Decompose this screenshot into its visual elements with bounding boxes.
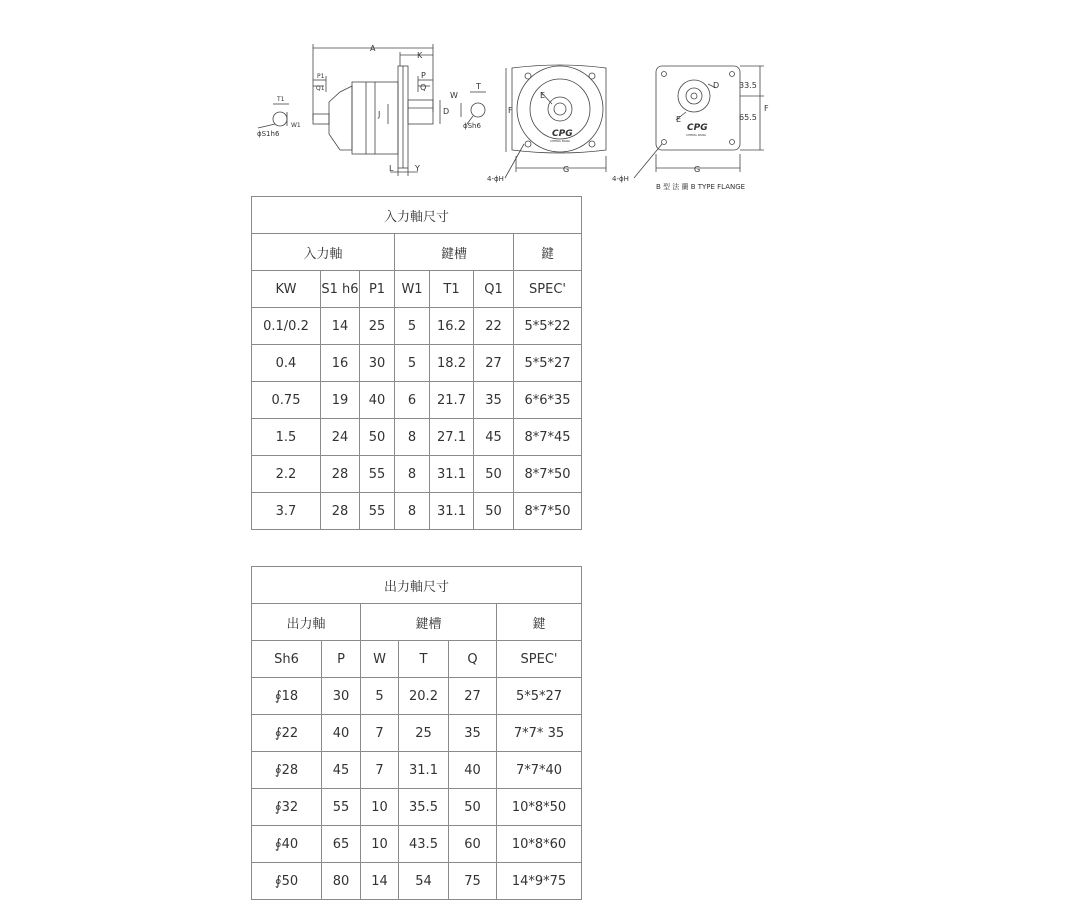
column-header-row bbox=[252, 641, 582, 678]
table-cell: 7 bbox=[361, 715, 399, 752]
table-cell: 20.2 bbox=[399, 678, 449, 715]
table-cell: 50 bbox=[449, 789, 497, 826]
table-cell: 5*5*22 bbox=[514, 308, 582, 345]
table-cell: 25 bbox=[399, 715, 449, 752]
table-cell: 3.7 bbox=[252, 493, 321, 530]
table-row bbox=[252, 456, 582, 493]
table-cell: 19 bbox=[321, 382, 360, 419]
flange-dim-e-label: E bbox=[676, 115, 682, 124]
table-cell: 55 bbox=[322, 789, 361, 826]
front-dim-e-label: E bbox=[540, 91, 546, 100]
table-cell: 55 bbox=[360, 493, 395, 530]
table-cell: 28 bbox=[321, 456, 360, 493]
group-header: 出力軸 bbox=[252, 604, 361, 641]
table-cell: 27 bbox=[474, 345, 514, 382]
table-cell: ∮18 bbox=[252, 678, 322, 715]
table-cell: 24 bbox=[321, 419, 360, 456]
table-cell: 6 bbox=[395, 382, 430, 419]
table-title: 出力軸尺寸 bbox=[252, 567, 582, 604]
flange-dim-f-label: F bbox=[764, 104, 769, 113]
column-header: SPEC' bbox=[497, 641, 582, 678]
table-cell: 16 bbox=[321, 345, 360, 382]
table-cell: 27 bbox=[449, 678, 497, 715]
table-row bbox=[252, 752, 582, 789]
table-row bbox=[252, 678, 582, 715]
table-cell: 55 bbox=[360, 456, 395, 493]
group-header-row bbox=[252, 234, 582, 271]
table-cell: 14*9*75 bbox=[497, 863, 582, 900]
table-cell: 8 bbox=[395, 493, 430, 530]
column-header: S1 h6 bbox=[321, 271, 360, 308]
table-cell: 5 bbox=[395, 345, 430, 382]
table-row bbox=[252, 419, 582, 456]
table-cell: 7*7* 35 bbox=[497, 715, 582, 752]
front-dim-h-label: 4-ϕH bbox=[487, 175, 504, 183]
column-header: P1 bbox=[360, 271, 395, 308]
table-cell: 14 bbox=[361, 863, 399, 900]
table-cell: 31.1 bbox=[430, 493, 474, 530]
flange-logo: CPG bbox=[687, 123, 708, 133]
dim-k-label: K bbox=[417, 51, 423, 60]
flange-dim-g-label: G bbox=[694, 165, 701, 174]
table-title-row bbox=[252, 197, 582, 234]
table-cell: 5 bbox=[395, 308, 430, 345]
table-cell: ∮50 bbox=[252, 863, 322, 900]
table-cell: 5 bbox=[361, 678, 399, 715]
table-cell: 8 bbox=[395, 419, 430, 456]
table-cell: 28 bbox=[321, 493, 360, 530]
dim-j-label: J bbox=[378, 110, 381, 119]
table-cell: ∮32 bbox=[252, 789, 322, 826]
table-title: 入力軸尺寸 bbox=[252, 197, 582, 234]
dim-y-label: Y bbox=[415, 164, 420, 173]
dim-d-label: D bbox=[443, 107, 450, 116]
table-cell: 30 bbox=[360, 345, 395, 382]
table-cell: 6*6*35 bbox=[514, 382, 582, 419]
table-cell: 22 bbox=[474, 308, 514, 345]
dim-w-label: W bbox=[450, 91, 458, 100]
table-cell: 80 bbox=[322, 863, 361, 900]
dim-s1-label: ϕS1h6 bbox=[257, 130, 280, 138]
table-cell: 25 bbox=[360, 308, 395, 345]
column-header-row bbox=[252, 271, 582, 308]
group-header: 鍵槽 bbox=[395, 234, 514, 271]
table-cell: 54 bbox=[399, 863, 449, 900]
table-cell: 45 bbox=[474, 419, 514, 456]
table-row bbox=[252, 826, 582, 863]
table-cell: 5*5*27 bbox=[514, 345, 582, 382]
dim-t-label: T bbox=[476, 82, 481, 91]
column-header: P bbox=[322, 641, 361, 678]
table-cell: 35 bbox=[449, 715, 497, 752]
table-cell: 50 bbox=[360, 419, 395, 456]
output-shaft-table bbox=[251, 566, 582, 900]
column-header: W bbox=[361, 641, 399, 678]
table-cell: 40 bbox=[360, 382, 395, 419]
table-cell: 31.1 bbox=[399, 752, 449, 789]
table-row bbox=[252, 382, 582, 419]
table-row bbox=[252, 789, 582, 826]
table-cell: 8*7*50 bbox=[514, 456, 582, 493]
table-cell: ∮22 bbox=[252, 715, 322, 752]
group-header-row bbox=[252, 604, 582, 641]
input-shaft-table bbox=[251, 196, 582, 530]
table-row bbox=[252, 308, 582, 345]
table-cell: 5*5*27 bbox=[497, 678, 582, 715]
table-cell: 35.5 bbox=[399, 789, 449, 826]
dim-w1-label: W1 bbox=[291, 122, 301, 129]
column-header: Sh6 bbox=[252, 641, 322, 678]
group-header: 鍵 bbox=[514, 234, 582, 271]
table-cell: 35 bbox=[474, 382, 514, 419]
dim-q-label: Q bbox=[420, 83, 427, 92]
table-cell: 8*7*45 bbox=[514, 419, 582, 456]
table-cell: 14 bbox=[321, 308, 360, 345]
column-header: W1 bbox=[395, 271, 430, 308]
table-cell: 2.2 bbox=[252, 456, 321, 493]
table-cell: 10*8*50 bbox=[497, 789, 582, 826]
table-cell: 60 bbox=[449, 826, 497, 863]
table-cell: 7 bbox=[361, 752, 399, 789]
front-dim-g-label: G bbox=[563, 165, 570, 174]
table-cell: 43.5 bbox=[399, 826, 449, 863]
dim-p-label: P bbox=[421, 71, 426, 80]
table-cell: 50 bbox=[474, 456, 514, 493]
column-header: Q1 bbox=[474, 271, 514, 308]
table-cell: 45 bbox=[322, 752, 361, 789]
dim-p1-label: P1 bbox=[317, 73, 325, 80]
table-cell: 1.5 bbox=[252, 419, 321, 456]
table-cell: 16.2 bbox=[430, 308, 474, 345]
table-row bbox=[252, 863, 582, 900]
column-header: KW bbox=[252, 271, 321, 308]
flange-dim-h-label: 4-ϕH bbox=[612, 175, 629, 183]
table-cell: 30 bbox=[322, 678, 361, 715]
flange-dim-655-label: 65.5 bbox=[739, 113, 757, 122]
table-cell: ∮28 bbox=[252, 752, 322, 789]
table-cell: 21.7 bbox=[430, 382, 474, 419]
table-cell: 8*7*50 bbox=[514, 493, 582, 530]
table-cell: 18.2 bbox=[430, 345, 474, 382]
column-header: T1 bbox=[430, 271, 474, 308]
dim-t1-label: T1 bbox=[277, 96, 285, 103]
table-cell: 10 bbox=[361, 826, 399, 863]
front-logo: CPG bbox=[552, 129, 573, 139]
column-header: SPEC' bbox=[514, 271, 582, 308]
dim-l-label: L bbox=[389, 164, 394, 173]
flange-caption: B 型 法 蘭 B TYPE FLANGE bbox=[656, 183, 746, 191]
front-logo-sub: CHENG PANG bbox=[550, 139, 571, 143]
table-cell: 0.75 bbox=[252, 382, 321, 419]
table-row bbox=[252, 345, 582, 382]
dim-a-label: A bbox=[370, 44, 376, 53]
group-header: 鍵 bbox=[497, 604, 582, 641]
flange-logo-sub: CHENG PANG bbox=[686, 133, 707, 137]
dimension-drawing bbox=[245, 38, 775, 198]
table-cell: ∮40 bbox=[252, 826, 322, 863]
dim-q1-label: Q1 bbox=[316, 85, 325, 92]
table-cell: 75 bbox=[449, 863, 497, 900]
dim-sh6-label: ϕSh6 bbox=[463, 122, 481, 130]
column-header: Q bbox=[449, 641, 497, 678]
table-cell: 7*7*40 bbox=[497, 752, 582, 789]
table-cell: 65 bbox=[322, 826, 361, 863]
flange-dim-335-label: 33.5 bbox=[739, 81, 757, 90]
column-header: T bbox=[399, 641, 449, 678]
table-cell: 0.4 bbox=[252, 345, 321, 382]
table-row bbox=[252, 493, 582, 530]
table-cell: 0.1/0.2 bbox=[252, 308, 321, 345]
table-cell: 40 bbox=[322, 715, 361, 752]
flange-dim-d-label: D bbox=[713, 81, 720, 90]
table-cell: 10*8*60 bbox=[497, 826, 582, 863]
group-header: 入力軸 bbox=[252, 234, 395, 271]
table-cell: 40 bbox=[449, 752, 497, 789]
table-cell: 8 bbox=[395, 456, 430, 493]
table-row bbox=[252, 715, 582, 752]
side-view bbox=[258, 44, 486, 176]
table-title-row bbox=[252, 567, 582, 604]
table-cell: 31.1 bbox=[430, 456, 474, 493]
group-header: 鍵槽 bbox=[361, 604, 497, 641]
table-cell: 50 bbox=[474, 493, 514, 530]
table-cell: 10 bbox=[361, 789, 399, 826]
front-view bbox=[505, 65, 606, 178]
front-dim-f-label: F bbox=[508, 106, 513, 115]
table-cell: 27.1 bbox=[430, 419, 474, 456]
